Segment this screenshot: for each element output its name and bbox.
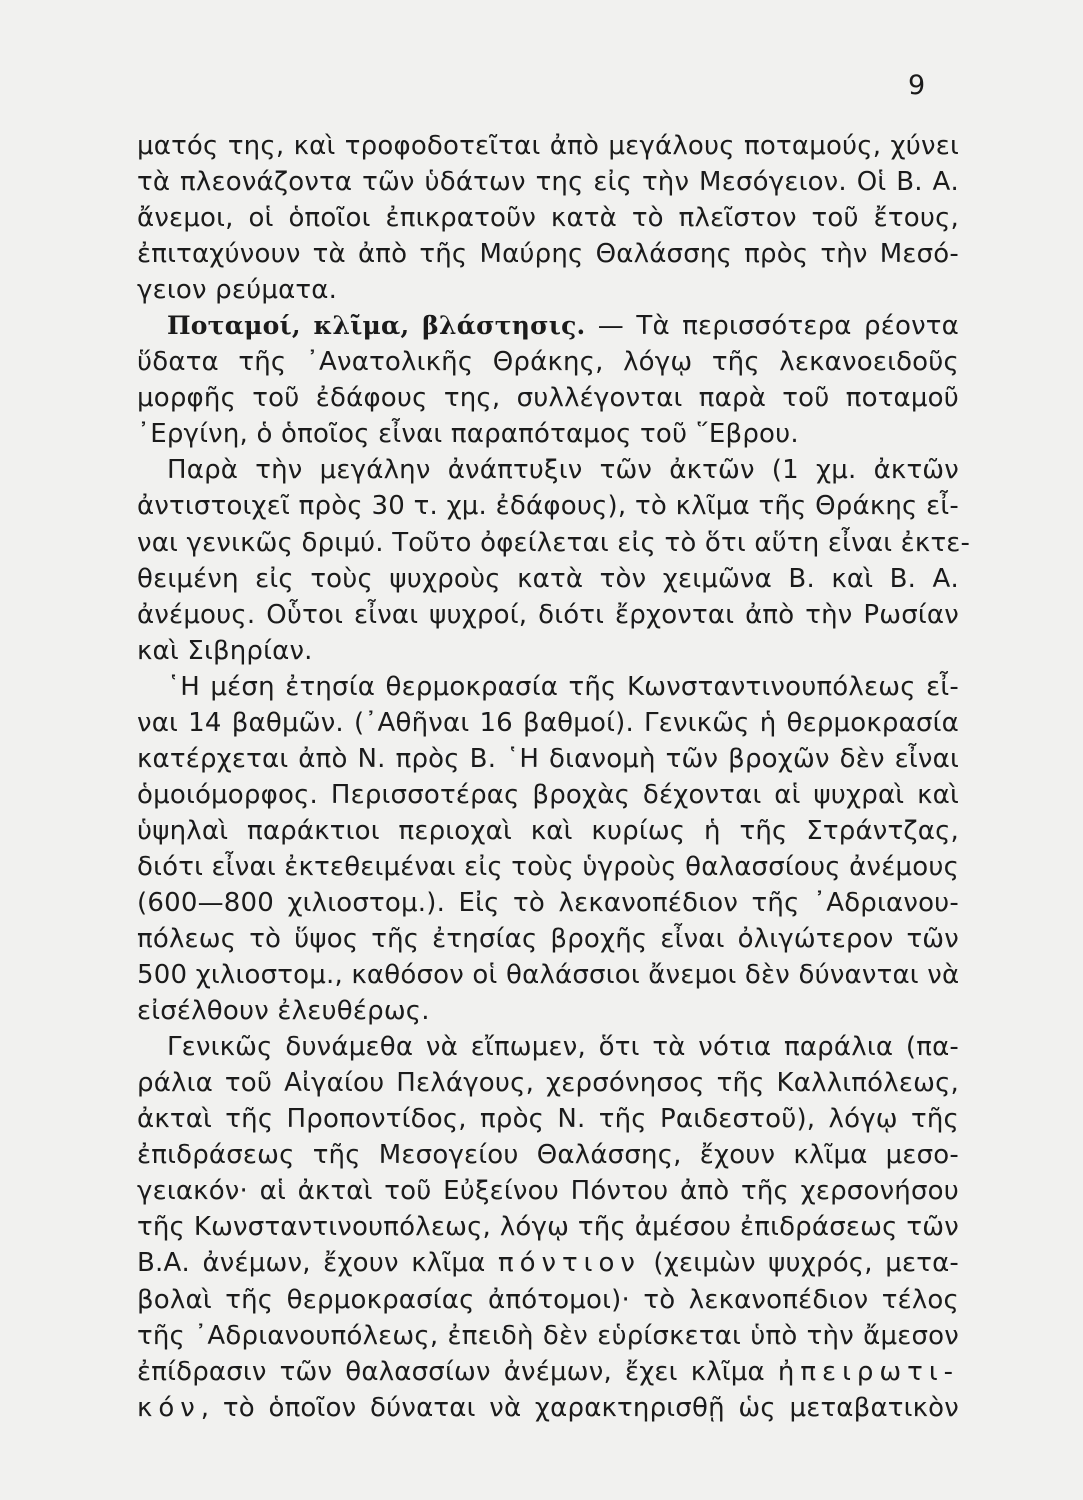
text-line: ὕδατα τῆς ᾿Ανατολικῆς Θράκης, λόγῳ τῆς λεκανοειδοῦς	[137, 347, 959, 378]
text-line: ναι 14 βαθμῶν. (᾿Αθῆναι 16 βαθμοί). Γενικῶς ἡ θερμοκρασία	[137, 707, 959, 738]
text-line: γειον ρεύματα.	[137, 275, 338, 306]
section-heading: Ποταμοί, κλῖμα, βλάστησις.	[167, 311, 586, 341]
text-line: κατέρχεται ἀπὸ Ν. πρὸς Β. ῾Η διανομὴ τῶν βροχῶν δὲν εἶναι	[137, 743, 959, 774]
text-line: τῆς Κωνσταντινουπόλεως, λόγῳ τῆς ἀμέσου ἐπιδράσεως τῶν	[137, 1212, 959, 1243]
text-line: ἄνεμοι, οἱ ὁποῖοι ἐπικρατοῦν κατὰ τὸ πλεῖστον τοῦ ἔτους,	[137, 203, 959, 234]
text-line: ῾Η μέση ἐτησία θερμοκρασία τῆς Κωνσταντινουπόλεως εἶ-	[167, 671, 959, 702]
text-line	[137, 1354, 959, 1390]
text-line: ἐπιδράσεως τῆς Μεσογείου Θαλάσσης, ἔχουν κλῖμα μεσο-	[137, 1140, 959, 1171]
text-fragment: Β.Α. ἀνέμων, ἔχουν κλῖμα	[137, 1248, 498, 1279]
text-line: μορφῆς τοῦ ἐδάφους της, συλλέγονται παρὰ τοῦ ποταμοῦ	[137, 383, 959, 414]
text-line: πόλεως τὸ ὕψος τῆς ἐτησίας βροχῆς εἶναι ὀλιγώτερον τῶν	[137, 924, 959, 955]
section-heading-line	[137, 308, 959, 344]
text-line: ᾿Εργίνη, ὁ ὁποῖος εἶναι παραπόταμος τοῦ ῞Εβρου.	[137, 419, 799, 450]
text-line: τῆς ᾿Αδριανουπόλεως, ἐπειδὴ δὲν εὑρίσκεται ὑπὸ τὴν ἄμεσον	[137, 1320, 959, 1351]
text-line: βολαὶ τῆς θερμοκρασίας ἀπότομοι)· τὸ λεκανοπέδιον τέλος	[137, 1284, 959, 1315]
page-number: 9	[908, 70, 926, 101]
text-line: διότι εἶναι ἐκτεθειμέναι εἰς τοὺς ὑγροὺς θαλασσίους ἀνέμους	[137, 851, 960, 882]
text-line	[137, 1390, 959, 1426]
text-fragment: (χειμὼν ψυχρός, μετα-	[640, 1248, 959, 1279]
text-line: γειακόν· αἱ ἀκταὶ τοῦ Εὐξείνου Πόντου ἀπὸ τῆς χερσονήσου	[137, 1176, 959, 1207]
text-line: ἀκταὶ τῆς Προποντίδος, πρὸς Ν. τῆς Ραιδεστοῦ), λόγῳ τῆς	[137, 1104, 959, 1135]
text-line: 500 χιλιοστομ., καθόσον οἱ θαλάσσιοι ἄνεμοι δὲν δύνανται νὰ	[137, 960, 960, 991]
text-line: ναι γενικῶς δριμύ. Τοῦτο ὀφείλεται εἰς τὸ ὅτι αὕτη εἶναι ἐκτε-	[137, 527, 971, 558]
spaced-term: πόντιον	[497, 1248, 641, 1279]
text-fragment: , τὸ ὁποῖον δύναται νὰ χαρακτηρισθῇ ὡς μεταβατικὸν	[200, 1392, 959, 1423]
text-line: εἰσέλθουν ἐλευθέρως.	[137, 996, 430, 1027]
text-line: θειμένη εἰς τοὺς ψυχροὺς κατὰ τὸν χειμῶνα Β. καὶ Β. Α.	[137, 563, 959, 594]
body-text	[137, 128, 971, 1426]
text-line: ἀνέμους. Οὗτοι εἶναι ψυχροί, διότι ἔρχονται ἀπὸ τὴν Ρωσίαν	[137, 599, 959, 630]
text-fragment: ἐπίδρασιν τῶν θαλασσίων ἀνέμων, ἔχει κλῖμα	[137, 1356, 778, 1387]
text-fragment: — Τὰ περισσότερα ρέοντα	[585, 311, 959, 342]
text-line	[137, 1245, 959, 1281]
text-line: Παρὰ τὴν μεγάλην ἀνάπτυξιν τῶν ἀκτῶν (1 χμ. ἀκτῶν	[167, 455, 959, 486]
text-line: ὑψηλαὶ παράκτιοι περιοχαὶ καὶ κυρίως ἡ τῆς Στράντζας,	[137, 815, 959, 846]
text-line: ματός της, καὶ τροφοδοτεῖται ἀπὸ μεγάλους ποταμούς, χύνει	[137, 131, 959, 161]
text-line: τὰ πλεονάζοντα τῶν ὑδάτων της εἰς τὴν Μεσόγειον. Οἱ Β. Α.	[137, 167, 959, 198]
text-line: (600—800 χιλιοστομ.). Εἰς τὸ λεκανοπέδιον τῆς ᾿Αδριανου-	[137, 887, 959, 918]
spaced-term: ἠπειρωτι-	[777, 1356, 959, 1387]
text-line: ὁμοιόμορφος. Περισσοτέρας βροχὰς δέχονται αἱ ψυχραὶ καὶ	[137, 779, 959, 810]
spaced-term: κόν	[137, 1392, 201, 1423]
text-line: ράλια τοῦ Αἰγαίου Πελάγους, χερσόνησος τῆς Καλλιπόλεως,	[137, 1068, 959, 1099]
text-line: Γενικῶς δυνάμεθα νὰ εἴπωμεν, ὅτι τὰ νότια παράλια (πα-	[167, 1032, 959, 1063]
text-line: ἐπιταχύνουν τὰ ἀπὸ τῆς Μαύρης Θαλάσσης πρὸς τὴν Μεσό-	[137, 239, 959, 270]
text-line: καὶ Σιβηρίαν.	[137, 635, 313, 666]
text-line: ἀντιστοιχεῖ πρὸς 30 τ. χμ. ἐδάφους), τὸ κλῖμα τῆς Θράκης εἶ-	[137, 491, 959, 522]
